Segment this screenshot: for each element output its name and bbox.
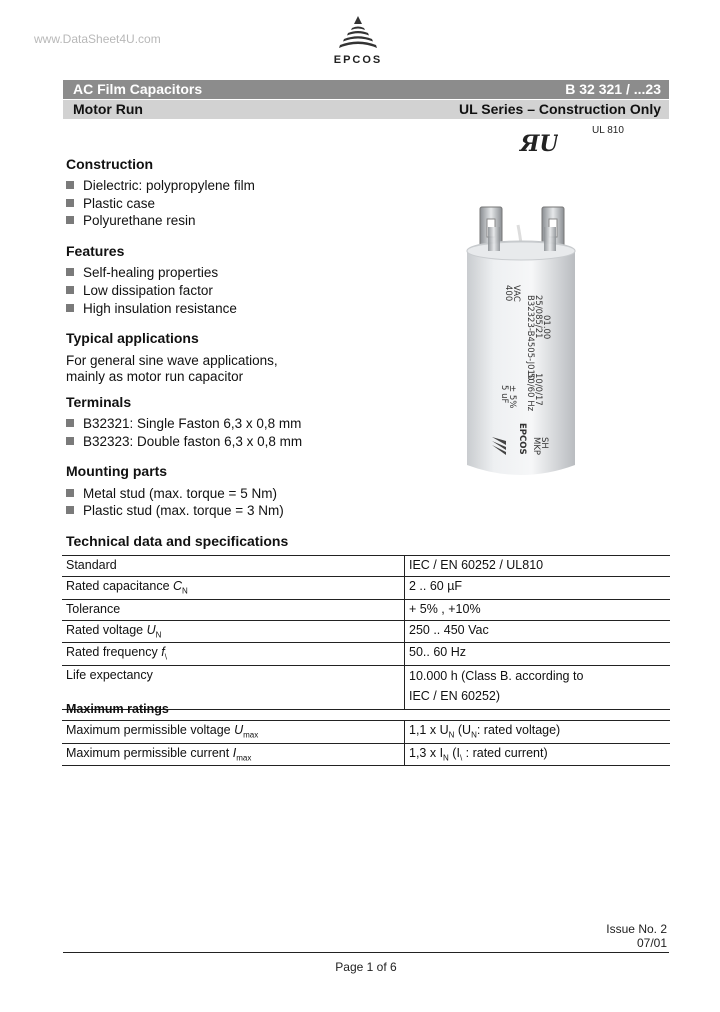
- issue-date: 07/01: [636, 936, 667, 950]
- table-row: [62, 577, 670, 600]
- list-item: High insulation resistance: [66, 301, 237, 316]
- spec-value: IEC / EN 60252 / UL810: [405, 556, 671, 577]
- spec-label: Standard: [62, 556, 405, 577]
- section-title-terminals: Terminals: [66, 394, 132, 410]
- capacitor-photo: [462, 195, 580, 485]
- spec-label: Life expectancy: [62, 665, 405, 709]
- table-row: [62, 599, 670, 620]
- cap-label-text: B32323-B4505-J010: [525, 295, 535, 381]
- spec-value: 2 .. 60 µF: [405, 577, 671, 600]
- table-row: [62, 743, 670, 766]
- ul-standard-label: UL 810: [592, 125, 624, 136]
- list-item: Dielectric: polypropylene film: [66, 178, 255, 193]
- cap-label-text: ± 5%: [507, 385, 517, 409]
- cap-label-text: 5 uF: [499, 385, 509, 404]
- epcos-logo-icon: [318, 14, 398, 54]
- list-item: Plastic stud (max. torque = 3 Nm): [66, 503, 284, 518]
- epcos-logo: [318, 14, 398, 70]
- spec-value: 1,3 x $I_N$ ($I_\backslash$ : rated current): [405, 743, 671, 766]
- cap-label-text: 50/60 Hz: [525, 373, 535, 412]
- cap-label-text: 400: [503, 285, 513, 302]
- table-row: [62, 721, 670, 744]
- cap-label-text: VAC: [511, 285, 521, 302]
- section-title-technical-data: Technical data and specifications: [66, 533, 289, 549]
- series-title: UL Series – Construction Only: [458, 101, 661, 117]
- watermark-text: www.DataSheet4U.com: [34, 32, 161, 46]
- spec-label: Rated frequency $f_\backslash$: [62, 643, 405, 666]
- technical-data-table: [62, 555, 670, 710]
- part-number: B 32 321 / ...23: [565, 81, 661, 97]
- issue-number: Issue No. 2: [606, 922, 667, 936]
- spec-value: 1,1 x $U_N$ ($U_N$: rated voltage): [405, 721, 671, 744]
- spec-value: 250 .. 450 Vac: [405, 620, 671, 643]
- list-item: Self-healing properties: [66, 265, 218, 280]
- issue-info: [606, 922, 667, 950]
- section-title-max-ratings: Maximum ratings: [66, 702, 169, 716]
- cap-brand-text: EPCOS: [517, 423, 527, 455]
- list-item: B32323: Double faston 6,3 x 0,8 mm: [66, 434, 302, 449]
- list-item: Plastic case: [66, 196, 155, 211]
- spec-label: Tolerance: [62, 599, 405, 620]
- spec-value: + 5% , +10%: [405, 599, 671, 620]
- list-item: Polyurethane resin: [66, 213, 196, 228]
- cap-label-text: 10/0/17: [533, 373, 543, 406]
- section-title-applications: Typical applications: [66, 330, 199, 346]
- cap-label-text: SH: [539, 437, 549, 449]
- list-item: B32321: Single Faston 6,3 x 0,8 mm: [66, 416, 301, 431]
- svg-text:ЯU: ЯU: [520, 131, 558, 156]
- applications-text: For general sine wave applications, mainly as motor run capacitor: [66, 353, 278, 384]
- page-number: Page 1 of 6: [335, 960, 397, 974]
- cap-label-text: 25/085/21: [533, 295, 543, 339]
- table-row: [62, 620, 670, 643]
- spec-value: 10.000 h (Class B. according to IEC / EN 60252): [405, 665, 671, 709]
- max-ratings-table: [62, 720, 670, 766]
- table-row: [62, 556, 670, 577]
- list-item: Metal stud (max. torque = 5 Nm): [66, 486, 277, 501]
- spec-label: Rated voltage $U_N$: [62, 620, 405, 643]
- footer-divider: [63, 952, 669, 953]
- header-bar-secondary: [63, 100, 669, 119]
- product-family: AC Film Capacitors: [73, 81, 203, 97]
- section-title-features: Features: [66, 243, 125, 259]
- ul-recognized-icon: [518, 130, 558, 156]
- section-title-construction: Construction: [66, 156, 154, 172]
- spec-label: Maximum permissible current $I_{max}$: [62, 743, 405, 766]
- cap-label-text: MKP: [531, 437, 541, 456]
- product-type: Motor Run: [73, 101, 143, 117]
- spec-label: Rated capacitance $C_N$: [62, 577, 405, 600]
- brand-name: EPCOS: [333, 54, 383, 66]
- cap-label-text: 01.00: [541, 315, 551, 340]
- section-title-mounting: Mounting parts: [66, 463, 168, 479]
- header-bar-primary: [63, 80, 669, 99]
- spec-label: Maximum permissible voltage $U_{max}$: [62, 721, 405, 744]
- table-row: [62, 643, 670, 666]
- spec-value: 50.. 60 Hz: [405, 643, 671, 666]
- list-item: Low dissipation factor: [66, 283, 213, 298]
